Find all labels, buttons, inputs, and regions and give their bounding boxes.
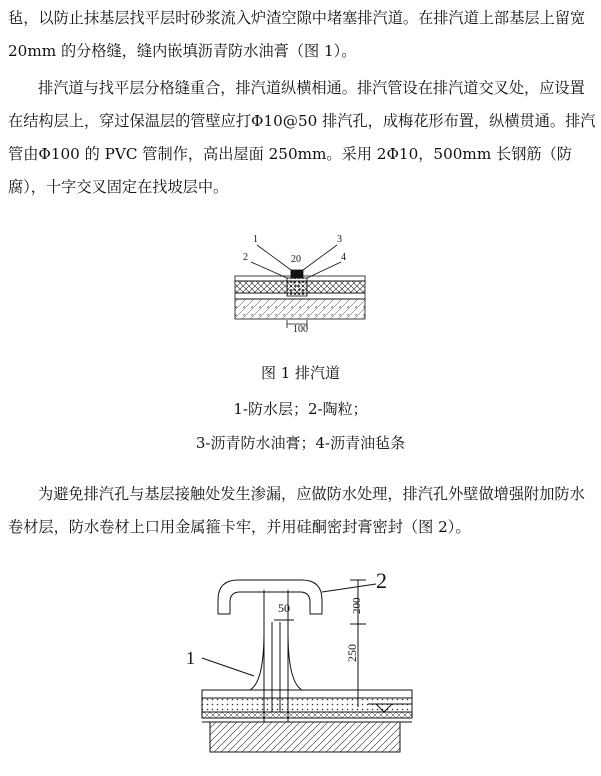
fig1-label-2: 2 [243, 252, 248, 263]
fig1-label-20: 20 [291, 254, 301, 265]
paragraph-1: 毡，以防止抹基层找平层时砂浆流入炉渣空隙中堵塞排汽道。在排汽道上部基层上留宽 20mm 的分格缝，缝内嵌填沥青防水油膏（图 1）。 [8, 9, 586, 60]
fig1-label-3: 3 [337, 234, 342, 245]
fig2-label-200: 200 [351, 597, 363, 614]
fig1-label-4: 4 [341, 252, 346, 263]
figure-1-drawing [225, 232, 375, 342]
fig2-label-2: 2 [376, 568, 387, 593]
figure-2-drawing [180, 562, 430, 772]
figure-1-legend-line-2: 3-沥青防水油膏；4-沥青油毡条 [195, 434, 406, 452]
paragraph-2: 排汽道与找平层分格缝重合，排汽道纵横相通。排汽管设在排汽道交叉处，应设置在结构层上，穿过保温层的管壁应打Φ10@50 排汽孔，成梅花形布置，纵横贯通。排汽管由Φ100 的 PVC 管制作，高出屋面 250mm。采用 2Φ10，500mm 长钢筋（防腐），十字交叉固定在找坡层中。 [8, 79, 596, 196]
fig2-label-250: 250 [345, 644, 359, 662]
fig2-label-1: 1 [186, 648, 195, 668]
fig1-label-100: 100 [293, 324, 308, 335]
paragraph-3: 为避免排汽孔与基层接触处发生渗漏，应做防水处理，排汽孔外壁做增强附加防水卷材层，防水卷材上口用金属箍卡牢，并用硅酮密封膏密封（图 2）。 [8, 485, 585, 536]
figure-1-legend-line-1: 1-防水层；2-陶粒； [233, 400, 368, 418]
fig2-label-50: 50 [278, 601, 290, 615]
figure-1-caption: 图 1 排汽道 [260, 364, 341, 382]
fig1-label-1: 1 [253, 234, 258, 245]
